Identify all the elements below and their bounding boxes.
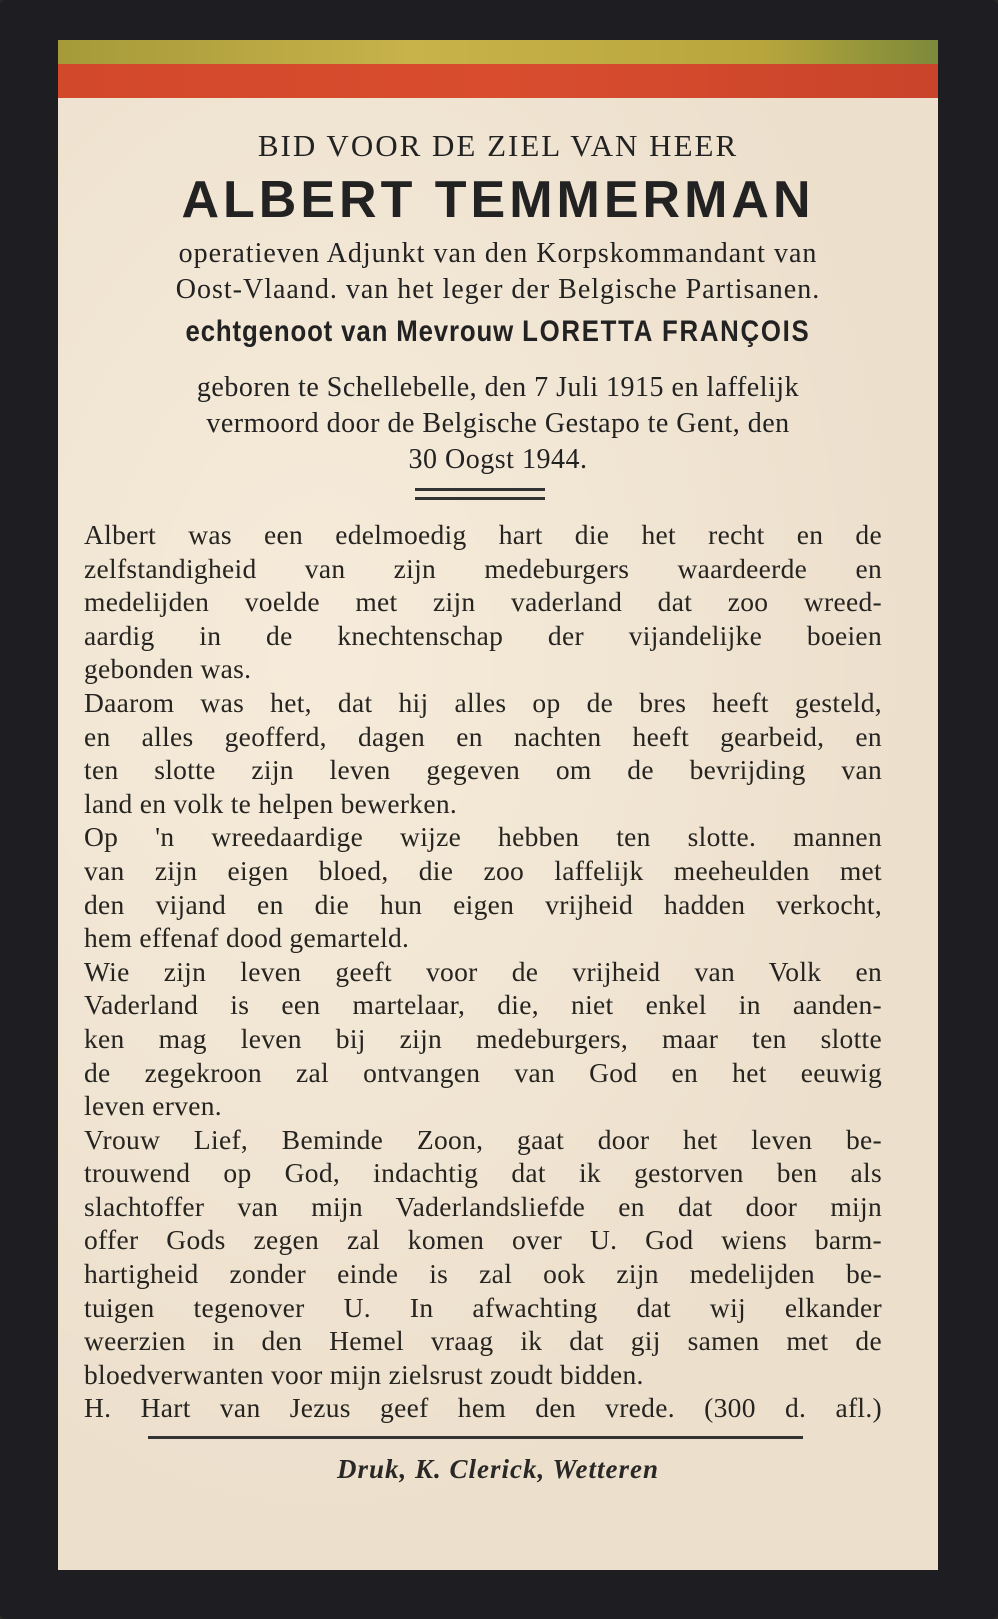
body-line: Albert was een edelmoedig hart die het recht en de	[84, 519, 882, 550]
body-line: ten slotte zijn leven gegeven om de bevrijding van	[84, 754, 882, 786]
body-line: de zegekroon zal ontvangen van God en het eeuwig	[84, 1056, 882, 1088]
body-line: Vrouw Lief, Beminde Zoon, gaat door het leven be-	[84, 1123, 882, 1155]
red-stripe	[58, 64, 938, 98]
birth-line-1: geboren te Schellebelle, den 7 Juli 1915 en laffelijk	[196, 372, 800, 403]
spouse-line	[120, 315, 877, 349]
deceased-name: ALBERT TEMMERMAN	[181, 171, 815, 229]
body-line: tuigen tegenover U. In afwachting dat wij elkander	[84, 1291, 882, 1323]
body-line: leven erven.	[84, 1090, 222, 1122]
body-line: offer Gods zegen zal komen over U. God wiens barm-	[84, 1224, 882, 1256]
body-line: Vaderland is een martelaar, die, niet enkel in aanden-	[84, 989, 882, 1021]
function-line-1: operatieven Adjunkt van den Korpskommandant van	[178, 238, 818, 269]
function-text	[58, 236, 938, 308]
body-line: weerzien in den Hemel vraag ik dat gij samen met de	[84, 1325, 882, 1357]
gold-stripe	[58, 40, 938, 64]
body-line: trouwend op God, indachtig dat ik gestorven ben als	[84, 1157, 882, 1189]
double-divider	[415, 488, 545, 506]
body-line: van zijn eigen bloed, die zoo laffelijk meeheulden met	[84, 854, 882, 886]
intro-line: BID VOOR DE ZIEL VAN HEER	[257, 128, 739, 163]
body-line: bloedverwanten voor mijn zielsrust zoudt bidden.	[84, 1358, 644, 1390]
bottom-divider	[148, 1436, 803, 1439]
function-line-2: Oost-Vlaand. van het leger der Belgische Partisanen.	[175, 274, 821, 305]
body-line: H. Hart van Jezus geef hem den vrede. (300 d. afl.)	[84, 1392, 882, 1424]
birth-death-text	[58, 370, 938, 478]
birth-line-2: vermoord door de Belgische Gestapo te Gent, den	[206, 408, 790, 439]
spouse-name: LORETTA FRANÇOIS	[522, 315, 811, 348]
printer-credit: Druk, K. Clerick, Wetteren	[336, 1454, 659, 1484]
body-line: zelfstandigheid van zijn medeburgers waardeerde en	[84, 552, 882, 584]
birth-line-3: 30 Oogst 1944.	[408, 444, 588, 475]
body-line: en alles geofferd, dagen en nachten heeft gearbeid, en	[84, 720, 882, 752]
body-line: slachtoffer van mijn Vaderlandsliefde en dat door mijn	[84, 1190, 882, 1222]
body-line: medelijden voelde met zijn vaderland dat zoo wreed-	[84, 586, 882, 618]
body-line: hem effenaf dood gemarteld.	[84, 922, 410, 954]
body-line: Wie zijn leven geeft voor de vrijheid van Volk en	[84, 955, 882, 987]
body-line: den vijand en die hun eigen vrijheid hadden verkocht,	[84, 888, 882, 920]
body-line: aardig in de knechtenschap der vijandelijke boeien	[84, 619, 882, 651]
body-line: land en volk te helpen bewerken.	[84, 787, 458, 819]
card-paper	[58, 40, 938, 1570]
body-line: Op 'n wreedaardige wijze hebben ten slotte. mannen	[84, 821, 882, 853]
spouse-prefix: echtgenoot van Mevrouw	[185, 315, 515, 348]
body-line: ken mag leven bij zijn medeburgers, maar ten slotte	[84, 1022, 882, 1054]
body-line: hartigheid zonder einde is zal ook zijn medelijden be-	[84, 1258, 882, 1290]
body-line: gebonden was.	[84, 653, 252, 685]
body-line: Daarom was het, dat hij alles op de bres heeft gesteld,	[84, 686, 882, 718]
prayer-body	[84, 518, 882, 1425]
